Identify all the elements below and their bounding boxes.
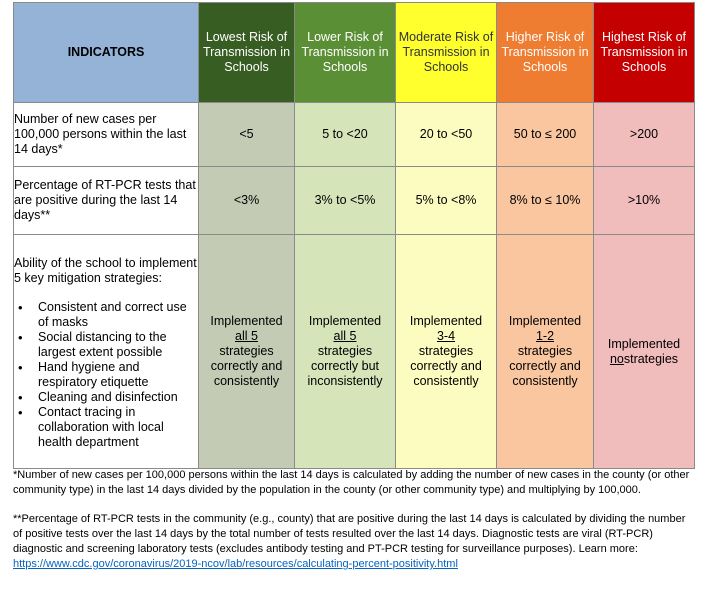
- cell-new-cases-higher: 50 to ≤ 200: [497, 103, 594, 167]
- row-label-new-cases: Number of new cases per 100,000 persons within the last 14 days*: [14, 103, 199, 167]
- footnote-new-cases: *Number of new cases per 100,000 persons within the last 14 days is calculated by adding the number of new cases in the county (or other community type) in the last 14 days divided by the population in the county (or other community type) and multiplying by 100,000.: [13, 469, 690, 496]
- cell-positivity-moderate: 5% to <8%: [396, 167, 497, 235]
- list-item: • Consistent and correct use of masks: [32, 300, 198, 330]
- cell-mitigation-lowest: Implemented all 5strategies correctly and consistently: [199, 235, 295, 469]
- cell-new-cases-moderate: 20 to <50: [396, 103, 497, 167]
- footnotes: [13, 468, 693, 586]
- list-item: • Hand hygiene and respiratory etiquette: [32, 360, 198, 390]
- table-row-positivity: [14, 167, 695, 235]
- row-label-mitigation: [14, 235, 199, 469]
- row-label-positivity: Percentage of RT-PCR tests that are positive during the last 14 days**: [14, 167, 199, 235]
- cell-new-cases-lower: 5 to <20: [295, 103, 396, 167]
- header-moderate-risk: Moderate Risk of Transmission in Schools: [396, 3, 497, 103]
- underlined-count: 1-2: [535, 329, 555, 343]
- list-item: • Cleaning and disinfection: [32, 390, 198, 405]
- learn-more-link[interactable]: https://www.cdc.gov/coronavirus/2019-ncov/lab/resources/calculating-percent-positivity.html: [13, 558, 458, 570]
- table-header-row: [14, 3, 695, 103]
- underlined-count: 3-4: [436, 329, 456, 343]
- underlined-count: all 5: [235, 329, 258, 343]
- risk-indicator-table: [13, 2, 695, 469]
- cell-positivity-lowest: <3%: [199, 167, 295, 235]
- cell-positivity-higher: 8% to ≤ 10%: [497, 167, 594, 235]
- list-item: • Social distancing to the largest extent possible: [32, 330, 198, 360]
- strategy-list: [14, 300, 198, 450]
- mitigation-intro: Ability of the school to implement 5 key mitigation strategies:: [14, 255, 197, 285]
- cell-positivity-highest: >10%: [594, 167, 695, 235]
- header-highest-risk: Highest Risk of Transmission in Schools: [594, 3, 695, 103]
- cell-positivity-lower: 3% to <5%: [295, 167, 396, 235]
- table-row-mitigation: [14, 235, 695, 469]
- table-row-new-cases: [14, 103, 695, 167]
- cell-mitigation-highest: Implemented nostrategies: [594, 235, 695, 469]
- footnote-positivity: **Percentage of RT-PCR tests in the community (e.g., county) that are positive during the last 14 days is calculated by dividing the number of positive tests over the last 14 days by the total number of tests resulted over the last 14 days. Diagnostic tests are viral (RT-PCR) diagnostic and screening laboratory tests (excludes antibody testing and PT-PCR testing for surveillance purposes). Learn more: https://www.cdc.gov/coronavirus/2019-ncov/lab/resources/calculating-percent-positivity.html: [13, 513, 686, 570]
- indicators-header: INDICATORS: [14, 3, 199, 103]
- list-item: • Contact tracing in collaboration with local health department: [32, 405, 198, 450]
- header-higher-risk: Higher Risk of Transmission in Schools: [497, 3, 594, 103]
- cell-mitigation-higher: Implemented 1-2strategies correctly and consistently: [497, 235, 594, 469]
- cell-new-cases-lowest: <5: [199, 103, 295, 167]
- header-lowest-risk: Lowest Risk of Transmission in Schools: [199, 3, 295, 103]
- underlined-count: no: [609, 351, 624, 366]
- cell-new-cases-highest: >200: [594, 103, 695, 167]
- cell-mitigation-lower: Implemented all 5strategies correctly but inconsistently: [295, 235, 396, 469]
- cell-mitigation-moderate: Implemented 3-4strategies correctly and consistently: [396, 235, 497, 469]
- underlined-count: all 5: [333, 329, 357, 343]
- header-lower-risk: Lower Risk of Transmission in Schools: [295, 3, 396, 103]
